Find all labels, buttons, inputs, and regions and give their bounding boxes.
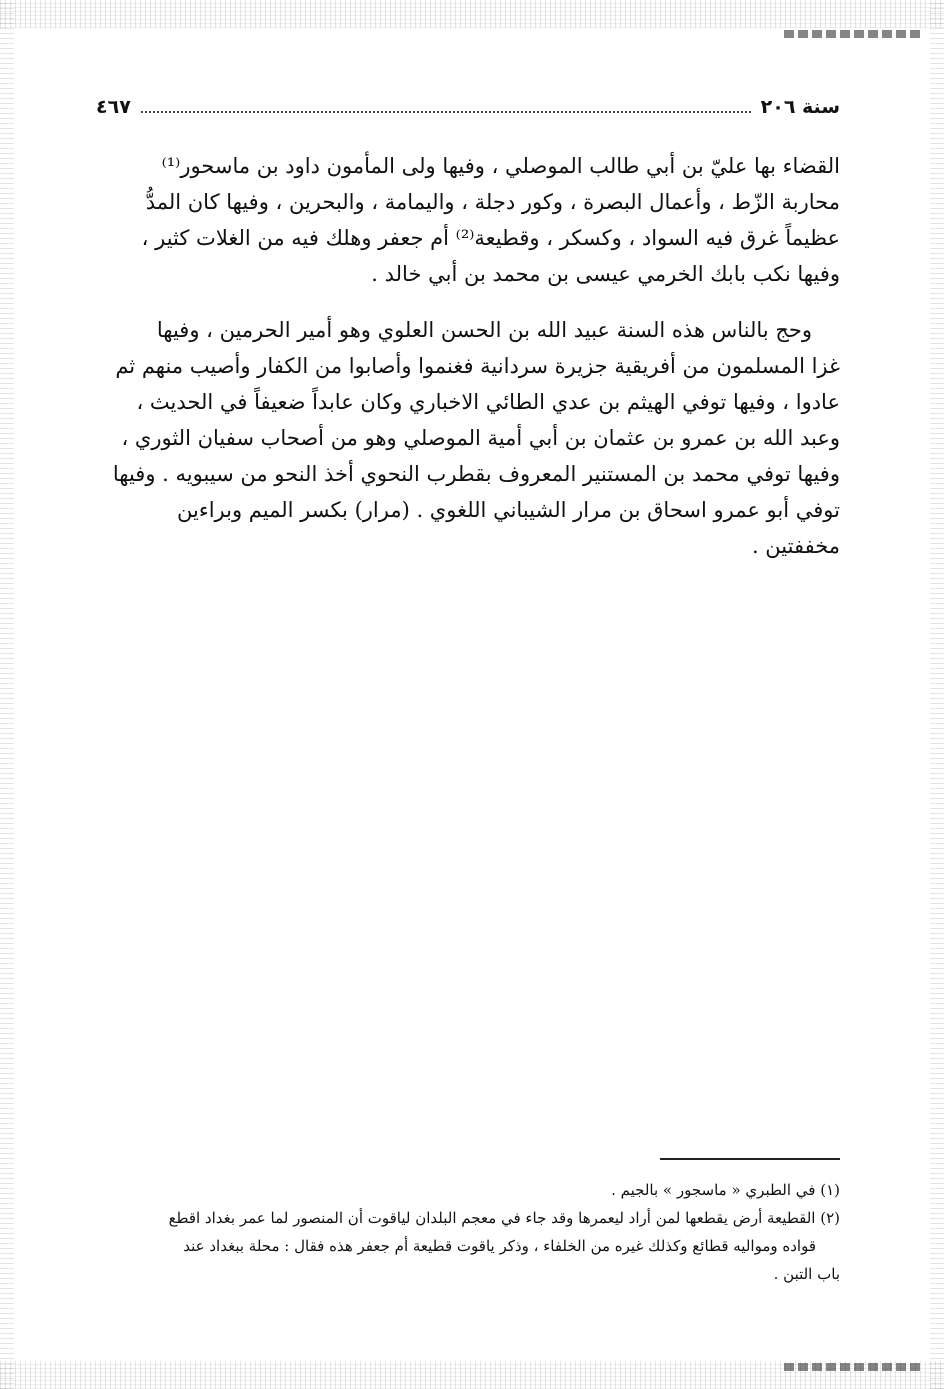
- text-line: عظيماً غرق فيه السواد ، وكسكر ، وقطيعة⁽²⁾ أم جعفر وهلك فيه من الغلات كثير ،: [141, 226, 840, 250]
- text-line: وعبد الله بن عمرو بن عثمان بن أبي أمية الموصلي وهو من أصحاب سفيان الثوري ،: [121, 426, 840, 450]
- text-line: توفي أبو عمرو اسحاق بن مرار الشيباني اللغوي . (مرار) بكسر الميم وبراءين: [176, 498, 840, 522]
- decorative-strip-top: [784, 30, 924, 38]
- footnote-2-continuation: قواده ومواليه قطائع وكذلك غيره من الخلفاء ، وذكر ياقوت قطيعة أم جعفر هذه فقال : محلة ببغداد عند: [183, 1237, 816, 1255]
- paragraph-2: [96, 312, 840, 564]
- scan-border-left: [0, 0, 14, 1389]
- footnote-2: (٢) القطيعة أرض يقطعها لمن أراد ليعمرها وقد جاء في معجم البلدان لياقوت أن المنصور لما عمر بغداد اقطع: [168, 1209, 840, 1227]
- footnote-1: (١) في الطبري « ماسجور » بالجيم .: [611, 1181, 840, 1199]
- text-line: وفيها توفي محمد بن المستنير المعروف بقطرب النحوي أخذ النحو من سيبويه . وفيها: [112, 462, 840, 486]
- paragraph-1: [96, 148, 840, 292]
- text-line: محاربة الزّط ، وأعمال البصرة ، وكور دجلة ، واليمامة ، والبحرين ، وفيها كان المدُّ: [145, 190, 840, 214]
- page-number: ٤٦٧: [96, 96, 131, 118]
- header-year-title: سنة ٢٠٦: [760, 96, 840, 118]
- footnote-2-continuation: باب التبن .: [773, 1265, 840, 1283]
- scan-border-top: [0, 0, 944, 28]
- main-text: [96, 148, 840, 564]
- footnote-separator: [660, 1158, 840, 1160]
- text-line: غزا المسلمون من أفريقية جزيرة سردانية فغنموا وأصابوا من الكفار وأصيب منهم ثم: [115, 354, 840, 378]
- scan-border-right: [930, 0, 944, 1389]
- header-dot-leader: [141, 97, 751, 113]
- footnotes: [96, 1176, 840, 1288]
- text-line: عادوا ، وفيها توفي الهيثم بن عدي الطائي الاخباري وكان عابداً ضعيفاً في الحديث ،: [136, 390, 840, 414]
- text-line: مخففتين .: [751, 534, 840, 558]
- decorative-strip-bottom: [784, 1363, 924, 1371]
- text-line: القضاء بها عليّ بن أبي طالب الموصلي ، وفيها ولى المأمون داود بن ماسحور⁽¹⁾: [161, 154, 840, 178]
- text-line: وحج بالناس هذه السنة عبيد الله بن الحسن العلوي وهو أمير الحرمين ، وفيها: [156, 318, 812, 342]
- running-header: [96, 96, 840, 126]
- text-line: وفيها نكب بابك الخرمي عيسى بن محمد بن أبي خالد .: [371, 262, 840, 286]
